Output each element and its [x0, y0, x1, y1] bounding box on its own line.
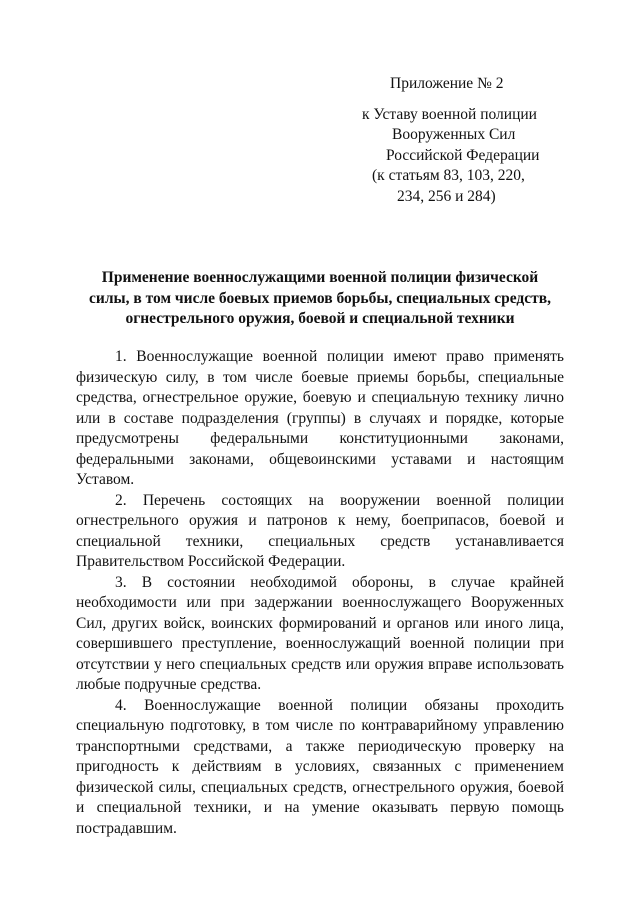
paragraph-1: 1. Военнослужащие военной полиции имеют право применять физическую силу, в том числе боевые приемы борьбы, специальные средства, огнестрельное оружие, боевую и специальную технику лично или в составе подразделения (группы) в случаях и порядке, которые предусмотрены федеральными конституционными законами, федеральными законами, общевоинскими уставами и настоящим Уставом.: [76, 348, 564, 488]
appendix-articles-line-1: (к статьям 83, 103, 220,: [372, 167, 525, 184]
appendix-reference-line-1: к Уставу военной полиции: [362, 105, 537, 123]
appendix-header: [362, 74, 562, 207]
paragraph-3: 3. В состоянии необходимой обороны, в случае крайней необходимости или при задержании военнослужащего Вооруженных Сил, других войск, воинских формирований и органов или иного лица, совершившего преступление, военнослужащий военной полиции при отсутствии у него специальных средств или оружия вправе использовать любые подручные средства.: [76, 573, 564, 693]
paragraph-4: 4. Военнослужащие военной полиции обязаны проходить специальную подготовку, в том числе по контраварийному управлению транспортными средствами, а также периодическую проверку на пригодность к действиям в условиях, связанных с применением физической силы, специальных средств, огнестрельного оружия, боевой и специальной техники, и на умение оказывать первую помощь пострадавшим.: [76, 696, 564, 837]
title-line-3: огнестрельного оружия, боевой и специальной техники: [125, 310, 515, 327]
appendix-articles-line-2: 234, 256 и 284): [397, 187, 496, 205]
title-line-1: Применение военнослужащими военной полиции физической: [101, 269, 539, 286]
appendix-reference-line-3: Российской Федерации: [386, 146, 540, 164]
paragraph-2: 2. Перечень состоящих на вооружении военной полиции огнестрельного оружия и патронов к нему, боеприпасов, боевой и специальной техники, специальных средств устанавливается Правительством Российской Федерации.: [76, 491, 564, 570]
appendix-reference-line-2: Вооруженных Сил: [392, 126, 516, 143]
document-body: [76, 347, 564, 839]
appendix-number: Приложение № 2: [390, 75, 504, 92]
document-title: [76, 268, 564, 330]
title-line-2: силы, в том числе боевых приемов борьбы, специальных средств,: [89, 289, 551, 307]
